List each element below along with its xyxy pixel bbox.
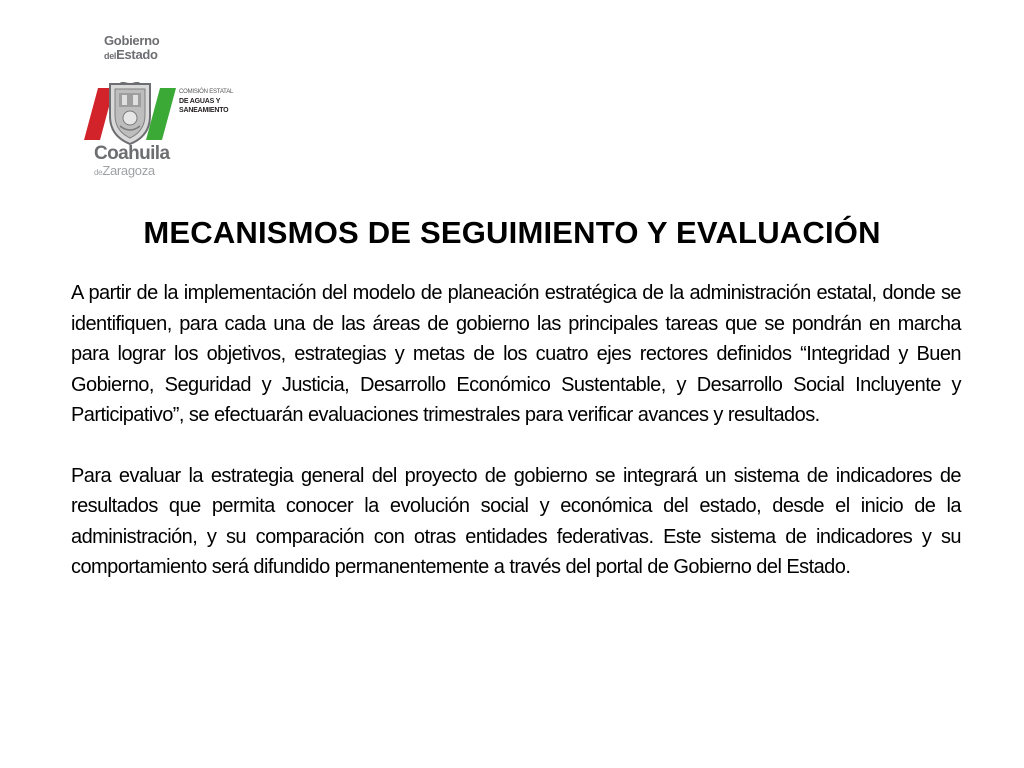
paragraph-evaluation-model: A partir de la implementación del modelo de planeación estratégica de la administración estatal, donde se identifiquen, para cada una de las áreas de gobierno las principales tareas que se pondrán en marcha para lograr los objetivos, estrategias y metas de los cuatro ejes rectores definidos “Integridad y Buen Gobierno, Seguridad y Justicia, Desarrollo Económico Sustentable, y Desarrollo Social Incluyente y Participativo”, se efectuarán evaluaciones trimestrales para verificar avances y resultados. [71,282,961,426]
logo-gobierno-text [104,33,160,63]
logo-gobierno-line2 [104,48,156,63]
commission-name [179,88,249,115]
logo-state-zaragoza: Zaragoza [102,163,155,178]
commission-line2: DE AGUAS Y [179,98,221,105]
page-title: MECANISMOS DE SEGUIMIENTO Y EVALUACIÓN [143,214,881,250]
coat-of-arms-icon [84,82,176,146]
commission-line1: COMISIÓN ESTATAL [179,89,234,95]
logo-gobierno-estado: Estado [116,47,158,62]
logo-state-de: de [94,168,103,177]
paragraph-indicator-system: Para evaluar la estrategia general del proyecto de gobierno se integrará un sistema de indicadores de resultados que permita conocer la evolución social y económica del estado, desde el inicio de la administración, y su comparación con otras entidades federativas. Este sistema de indicadores y su comportamiento será difundido permanentemente a través del portal de Gobierno del Estado. [71,464,961,578]
body-content [71,278,961,583]
logo-state-suffix [94,164,155,180]
logo-gobierno-del: del [104,51,117,61]
government-logo [82,30,242,190]
logo-state-name: Coahuila [94,143,170,164]
logo-gobierno-line1: Gobierno [104,33,160,48]
commission-line3: SANEAMIENTO [179,107,229,114]
